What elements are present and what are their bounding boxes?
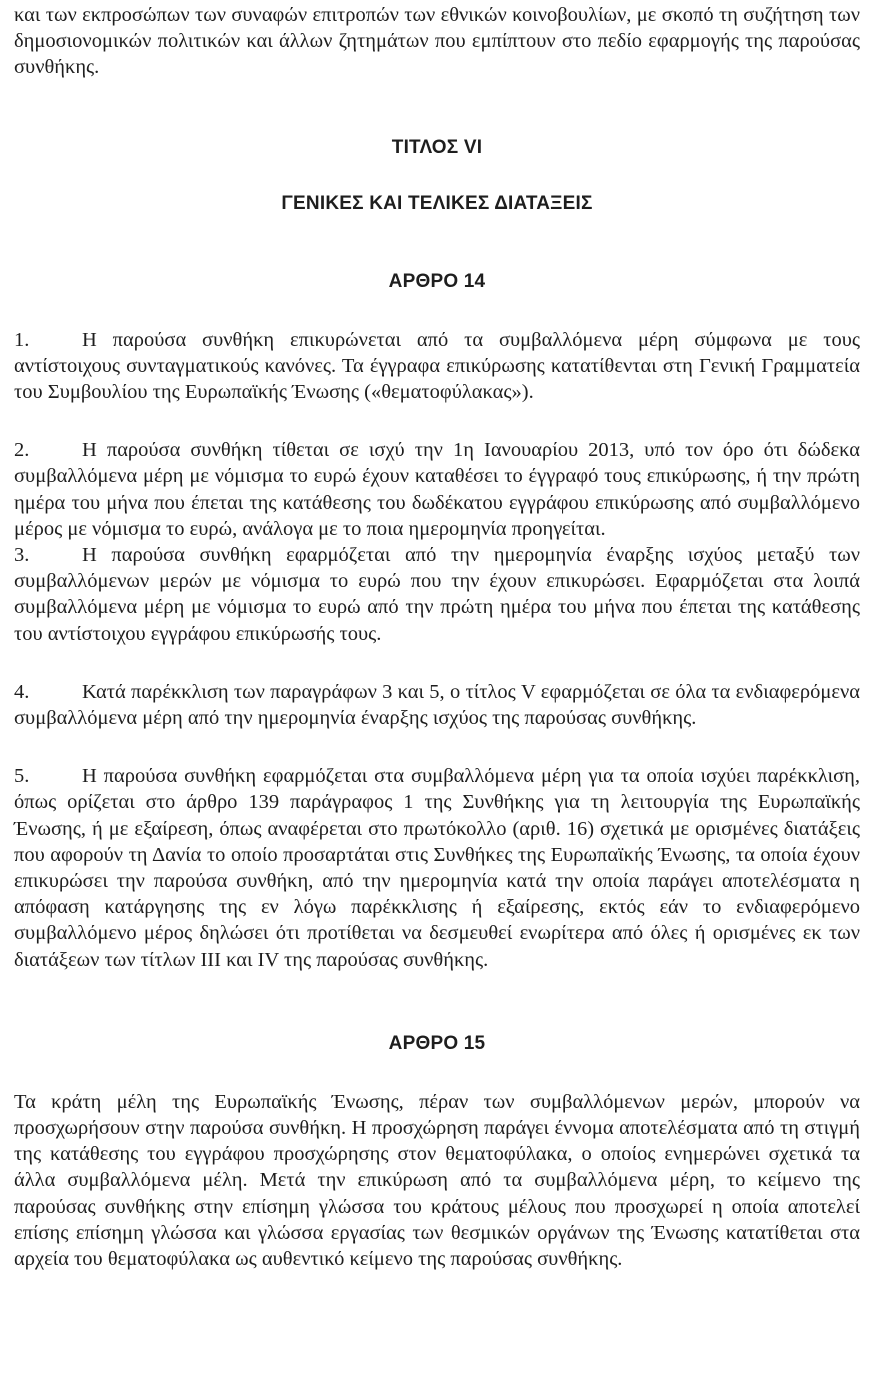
paragraph-number: 3. [14, 544, 30, 567]
title-label: ΤΙΤΛΟΣ VI [391, 136, 483, 158]
paragraph-text: Κατά παρέκκλιση των παραγράφων 3 και 5, ο τίτλος V εφαρμόζεται σε όλα τα ενδιαφερόμενα συμβαλλόμενα μέρη από την ημερομηνία έναρξης ισχύος της παρούσας συνθήκης. [14, 680, 860, 730]
paragraph-text: Η παρούσα συνθήκη επικυρώνεται από τα συμβαλλόμενα μέρη σύμφωνα με τους αντίστοιχους συνταγματικούς κανόνες. Τα έγγραφα επικύρωσης κατατίθενται στη Γενική Γραμματεία του Συμβουλίου της Ευρωπαϊκής Ένωσης («θεματοφύλακας»). [14, 328, 860, 404]
paragraph-number: 5. [14, 765, 30, 788]
article-14-paragraph-5 [14, 763, 860, 973]
article-15-paragraph: Τα κράτη μέλη της Ευρωπαϊκής Ένωσης, πέραν των συμβαλλόμενων μερών, μπορούν να προσχωρήσουν στην παρούσα συνθήκη. Η προσχώρηση παράγει έννομα αποτελέσματα από τη στιγμή της κατάθεσης του εγγράφου προσχώρησης στον θεματοφύλακα, ο οποίος ενημερώνει σχετικά τα άλλα συμβαλλόμενα μέλη. Μετά την επικύρωση από τα συμβαλλόμενα μέρη, το κείμενο της παρούσας συνθήκης στην επίσημη γλώσσα του κράτους μέλους που προσχωρεί η οποία αποτελεί επίσης επίσημη γλώσσα και γλώσσα εργασίας των θεσμικών οργάνων της Ένωσης κατατίθεται στα αρχεία του θεματοφύλακα ως αυθεντικό κείμενο της παρούσας συνθήκης. [14, 1090, 860, 1271]
article-14-paragraph-3 [14, 542, 860, 647]
paragraph-number: 4. [14, 680, 30, 703]
paragraph-text: Η παρούσα συνθήκη τίθεται σε ισχύ την 1η Ιανουαρίου 2013, υπό τον όρο ότι δώδεκα συμβαλλόμενα μέρη με νόμισμα το ευρώ έχουν καταθέσει το έγγραφό τους επικύρωσης, ή την πρώτη ημέρα του μήνα που έπεται της κατάθεσης του δωδέκατου εγγράφου επικύρωσης από συμβαλλόμενο μέρος με νόμισμα το ευρώ, ανάλογα με το ποια ημερομηνία προηγείται. [14, 439, 860, 540]
document-page [14, 0, 860, 1272]
title-heading: ΓΕΝΙΚΕΣ ΚΑΙ ΤΕΛΙΚΕΣ ΔΙΑΤΑΞΕΙΣ [281, 192, 593, 214]
intro-paragraph: και των εκπροσώπων των συναφών επιτροπών των εθνικών κοινοβουλίων, με σκοπό τη συζήτηση των δημοσιονομικών πολιτικών και άλλων ζητημάτων που εμπίπτουν στο πεδίο εφαρμογής της παρούσας συνθήκης. [14, 4, 860, 79]
article-14-paragraph-1 [14, 327, 860, 406]
article-15-heading: ΑΡΘΡΟ 15 [388, 1032, 486, 1054]
paragraph-text: Η παρούσα συνθήκη εφαρμόζεται από την ημερομηνία έναρξης ισχύος μεταξύ των συμβαλλόμενων μερών με νόμισμα το ευρώ που την έχουν επικυρώσει. Εφαρμόζεται στα λοιπά συμβαλλόμενα μέρη με νόμισμα το ευρώ από την πρώτη ημέρα του μήνα που έπεται της κατάθεσης του αντίστοιχου εγγράφου επικύρωσής τους. [14, 544, 860, 645]
paragraph-number: 2. [14, 439, 30, 462]
paragraph-number: 1. [14, 328, 30, 351]
article-14-heading: ΑΡΘΡΟ 14 [388, 270, 486, 292]
article-14-paragraph-2 [14, 437, 860, 542]
article-14-paragraph-4 [14, 679, 860, 731]
paragraph-text: Η παρούσα συνθήκη εφαρμόζεται στα συμβαλλόμενα μέρη για τα οποία ισχύει παρέκκλιση, όπως ορίζεται στο άρθρο 139 παράγραφος 1 της Συνθήκης για τη λειτουργία της Ευρωπαϊκής Ένωσης, ή με εξαίρεση, όπως αναφέρεται στο πρωτόκολλο (αριθ. 16) σχετικά με ορισμένες διατάξεις που αφορούν τη Δανία το οποίο προσαρτάται στις Συνθήκες της Ευρωπαϊκής Ένωσης, τα οποία έχουν επικυρώσει την παρούσα συνθήκη, από την ημερομηνία κατά την οποία παράγει αποτελέσματα η απόφαση κατάργησης της εν λόγω παρέκκλισης ή εξαίρεσης, εκτός εάν το ενδιαφερόμενο συμβαλλόμενο μέρος δηλώσει ότι προτίθεται να δεσμευθεί ενωρίτερα από όλες ή ορισμένες εκ των διατάξεων των τίτλων III και IV της παρούσας συνθήκης. [14, 765, 860, 971]
